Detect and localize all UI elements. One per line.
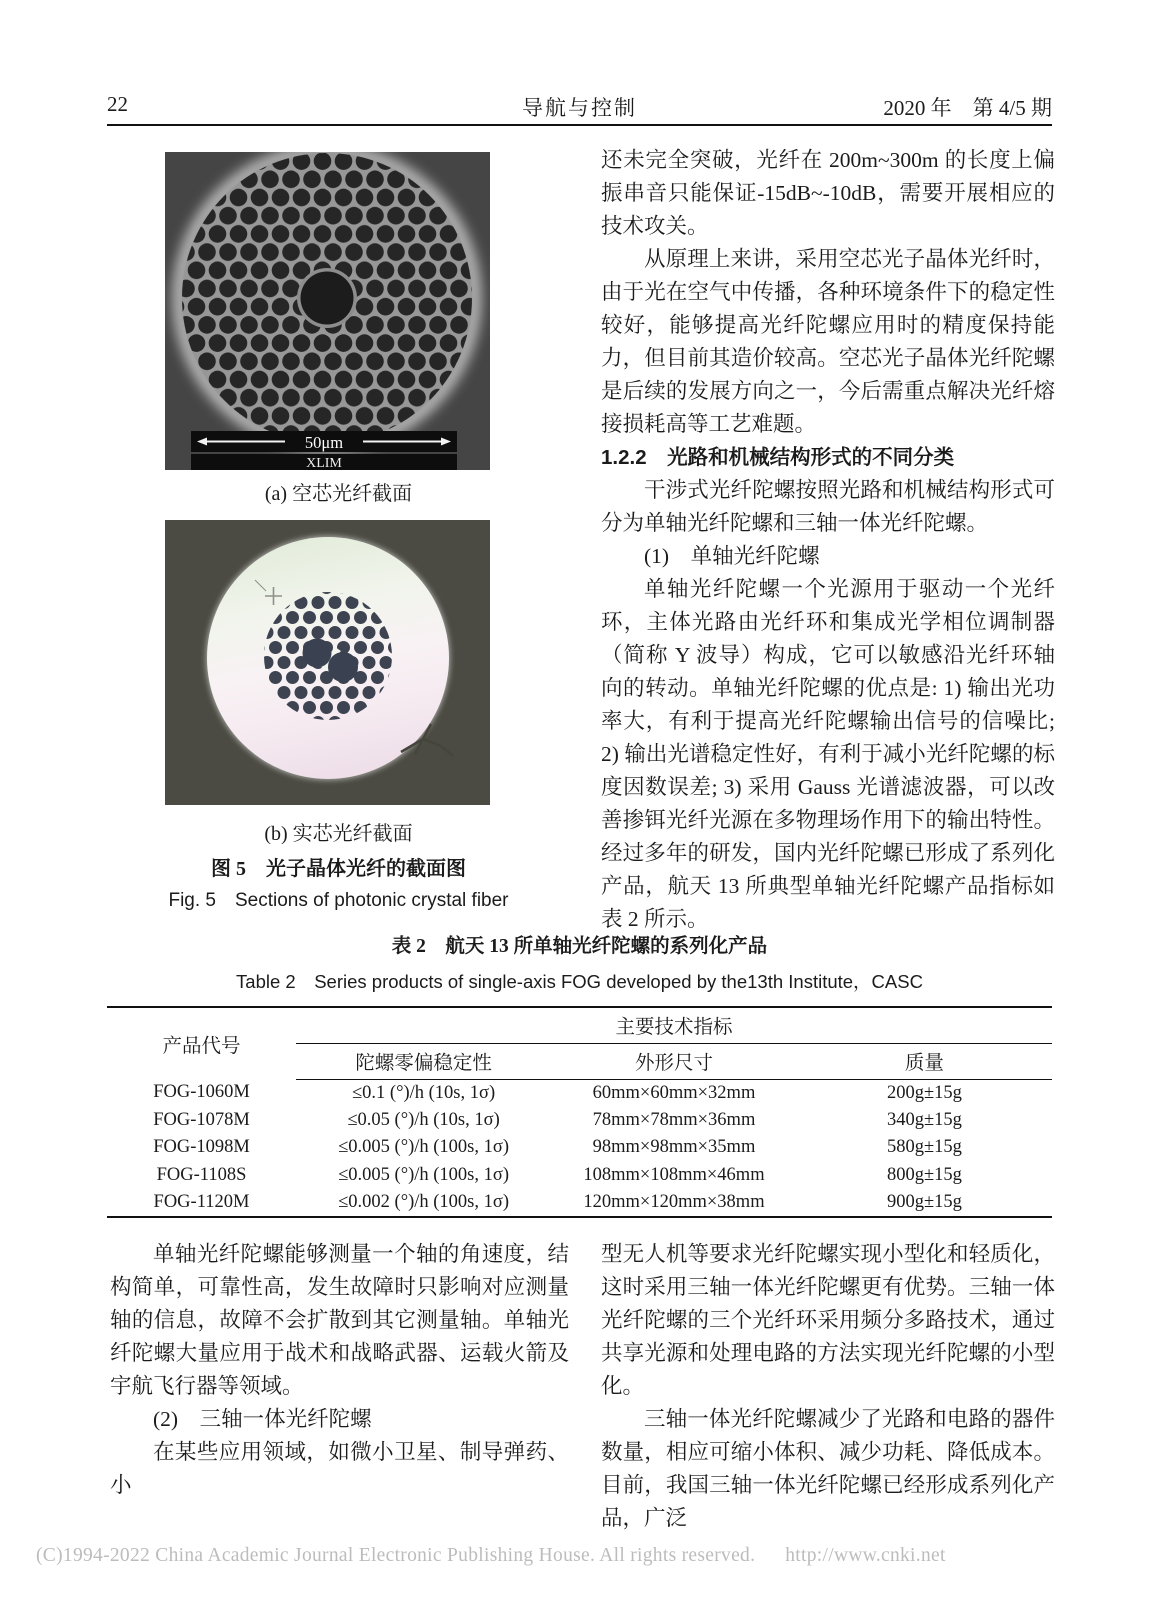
paragraph: 干涉式光纤陀螺按照光路和机械结构形式可分为单轴光纤陀螺和三轴一体光纤陀螺。 (601, 478, 1055, 535)
col-header-mass: 质量 (797, 1043, 1052, 1079)
issue-info: 2020 年 第 4/5 期 (883, 96, 1052, 120)
figure-a-hollow-core-fiber-image (165, 152, 490, 470)
list-item-2: (2) 三轴一体光纤陀螺 (153, 1407, 372, 1431)
lab-watermark-bar (191, 454, 457, 470)
header-rule (107, 124, 1052, 126)
table2-title-en: Table 2 Series products of single-axis FOG developed by the13th Institute，CASC (236, 971, 923, 992)
cnki-url: http://www.cnki.net (785, 1545, 946, 1566)
scale-label: 50μm (304, 433, 344, 452)
col-header-product: 产品代号 (162, 1035, 241, 1057)
cell-stability: ≤0.002 (°)/h (100s, 1σ) (338, 1191, 510, 1212)
figure5-caption-en: Fig. 5 Sections of photonic crystal fiber (168, 890, 509, 911)
figure-b-solid-core-fiber-image (165, 520, 490, 805)
list-item-1: (1) 单轴光纤陀螺 (644, 544, 820, 568)
table2-title-cn: 表 2 航天 13 所单轴光纤陀螺的系列化产品 (391, 936, 768, 957)
col-header-stability: 陀螺零偏稳定性 (296, 1043, 551, 1079)
cell-size: 120mm×120mm×38mm (583, 1191, 765, 1212)
right-column-top (601, 144, 1055, 936)
table2-block (107, 930, 1052, 1218)
paragraph: 单轴光纤陀螺一个光源用于驱动一个光纤环，主体光路由光纤环和集成光学相位调制器（简称 Y 波导）构成，它可以敏感沿光纤环轴向的转动。单轴光纤陀螺的优点是: 1) 输出光功率大，有利于提高光纤陀螺输出信号的信噪比; 2) 输出光谱稳定性好，有利于减小光纤陀螺的标度因数误差; 3) 采用 Gauss 光谱滤波器，可以改善掺铒光纤光源在多物理场作用下的输出特性。经过多年的研发，国内光纤陀螺已形成了系列化产品，航天 13 所典型单轴光纤陀螺产品指标如表 2 所示。 (601, 577, 1055, 931)
cell-code: FOG-1120M (153, 1191, 250, 1212)
caption-a: (a) 空芯光纤截面 (264, 483, 413, 505)
paragraph: 单轴光纤陀螺能够测量一个轴的角速度，结构简单，可靠性高，发生故障时只影响对应测量轴的信息，故障不会扩散到其它测量轴。单轴光纤陀螺大量应用于战术和战略武器、运载火箭及宇航飞行器等领域。 (110, 1242, 569, 1398)
large-hole-2 (328, 652, 358, 682)
cell-stability: ≤0.005 (°)/h (100s, 1σ) (338, 1164, 510, 1185)
cell-stability: ≤0.005 (°)/h (100s, 1σ) (338, 1137, 510, 1158)
paragraph: 从原理上来讲，采用空芯光子晶体光纤时，由于光在空气中传播，各种环境条件下的稳定性较好，能够提高光纤陀螺应用时的精度保持能力，但目前其造价较高。空芯光子晶体光纤陀螺是后续的发展方向之一，今后需重点解决光纤熔接损耗高等工艺难题。 (601, 247, 1055, 436)
paragraph: 型无人机等要求光纤陀螺实现小型化和轻质化，这时采用三轴一体光纤陀螺更有优势。三轴一体光纤陀螺的三个光纤环采用频分多路技术，通过共享光源和处理电路的方法实现光纤陀螺的小型化。 (601, 1242, 1055, 1398)
figure5-caption-cn: 图 5 光子晶体光纤的截面图 (211, 858, 466, 880)
cell-size: 108mm×108mm×46mm (583, 1164, 765, 1185)
caption-b: (b) 实芯光纤截面 (264, 823, 413, 845)
cell-stability: ≤0.1 (°)/h (10s, 1σ) (352, 1082, 496, 1103)
cell-mass: 580g±15g (886, 1137, 962, 1158)
cell-mass: 800g±15g (886, 1164, 962, 1185)
cell-mass: 900g±15g (886, 1191, 962, 1212)
paragraph: 在某些应用领域，如微小卫星、制导弹药、小 (110, 1440, 569, 1497)
cell-size: 98mm×98mm×35mm (592, 1137, 756, 1158)
right-column-bottom (601, 1238, 1055, 1535)
cnki-footer (36, 1545, 1136, 1567)
cell-size: 78mm×78mm×36mm (592, 1109, 756, 1130)
table-row (107, 1079, 1052, 1107)
large-hole-1 (303, 639, 332, 668)
table-row (107, 1134, 1052, 1162)
paragraph: 还未完全突破，光纤在 200m~300m 的长度上偏振串音只能保证-15dB~-10dB，需要开展相应的技术攻关。 (601, 148, 1055, 238)
cell-stability: ≤0.05 (°)/h (10s, 1σ) (347, 1109, 500, 1130)
page-number: 22 (107, 92, 128, 116)
table-row (107, 1162, 1052, 1190)
col-header-size: 外形尺寸 (551, 1043, 797, 1079)
section-heading-1-2-2: 1.2.2 光路和机械结构形式的不同分类 (601, 446, 955, 469)
hollow-core-hole (301, 272, 354, 325)
cell-code: FOG-1108S (156, 1164, 247, 1185)
lab-label: XLIM (306, 456, 342, 470)
paragraph: 三轴一体光纤陀螺减少了光路和电路的器件数量，相应可缩小体积、减少功耗、降低成本。目前，我国三轴一体光纤陀螺已经形成系列化产品，广泛 (601, 1407, 1055, 1530)
journal-title: 导航与控制 (522, 96, 637, 120)
cell-mass: 340g±15g (886, 1109, 962, 1130)
cell-code: FOG-1060M (153, 1082, 250, 1103)
col-header-group: 主要技术指标 (296, 1007, 1052, 1043)
cell-code: FOG-1098M (153, 1137, 250, 1158)
cell-code: FOG-1078M (153, 1109, 250, 1130)
scale-bar (191, 431, 457, 452)
table2 (107, 1006, 1052, 1218)
table-row (107, 1189, 1052, 1217)
cell-size: 60mm×60mm×32mm (592, 1082, 756, 1103)
left-column-bottom (110, 1238, 569, 1502)
table-row (107, 1107, 1052, 1135)
cell-mass: 200g±15g (886, 1082, 962, 1103)
copyright-text: (C)1994-2022 China Academic Journal Electronic Publishing House. All rights reserved. (36, 1545, 756, 1566)
